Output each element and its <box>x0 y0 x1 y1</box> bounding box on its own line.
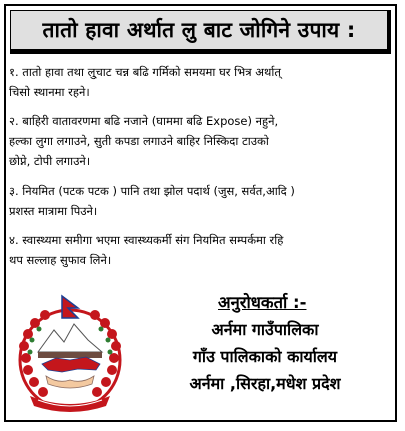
tip-line: ४. स्वास्थ्यमा समीगा भएमा स्वास्थ्यकर्मी संग नियमित सम्पर्कमा रहि <box>9 233 284 247</box>
tip-item <box>9 181 397 221</box>
tip-line: छोप्ने, टोपी लगाउने। <box>9 154 91 168</box>
nepal-government-emblem-icon <box>8 294 132 416</box>
tip-line: २. बाहिरी वातावरणमा बढि नजाने (घाममा बढि Expose) नहुने, <box>9 114 279 128</box>
sender-address: अर्नमा ,सिरहा,मधेश प्रदेश <box>189 374 341 393</box>
tip-item <box>9 230 397 270</box>
sender-block <box>140 316 390 397</box>
tip-line: प्रशस्त मात्रामा पिउने। <box>9 204 98 218</box>
sender-office: गाँउ पालिकाको कार्यालय <box>192 347 338 366</box>
notice-title <box>10 10 391 54</box>
tip-line: चिसो स्थानमा रहने। <box>9 85 90 99</box>
notice-title-text: तातो हावा अर्थात लु बाट जोगिने उपाय : <box>42 18 356 42</box>
tip-line: ३. नियमित (पटक पटक ) पानि तथा झोल पदार्थ (जुस, सर्वत,आदि ) <box>9 184 295 198</box>
tip-line: थप सल्लाह सुफाव लिने। <box>9 253 112 267</box>
sender-municipality: अर्नमा गाउँपालिका <box>211 320 319 339</box>
tip-line: १. तातो हावा तथा लु्चाट चन्न बढि गर्मिको समयमा घर भित्र अर्थात् <box>9 65 281 79</box>
tip-item <box>9 111 397 171</box>
tip-line: हल्का लुगा लगाउने, सुती कपडा लगाउने बाहिर निस्किदा टाउको <box>9 134 269 148</box>
acknowledgement-label: अनुरोधकर्ता :- <box>218 293 307 312</box>
tips-list <box>9 62 397 279</box>
tip-item <box>9 62 397 102</box>
